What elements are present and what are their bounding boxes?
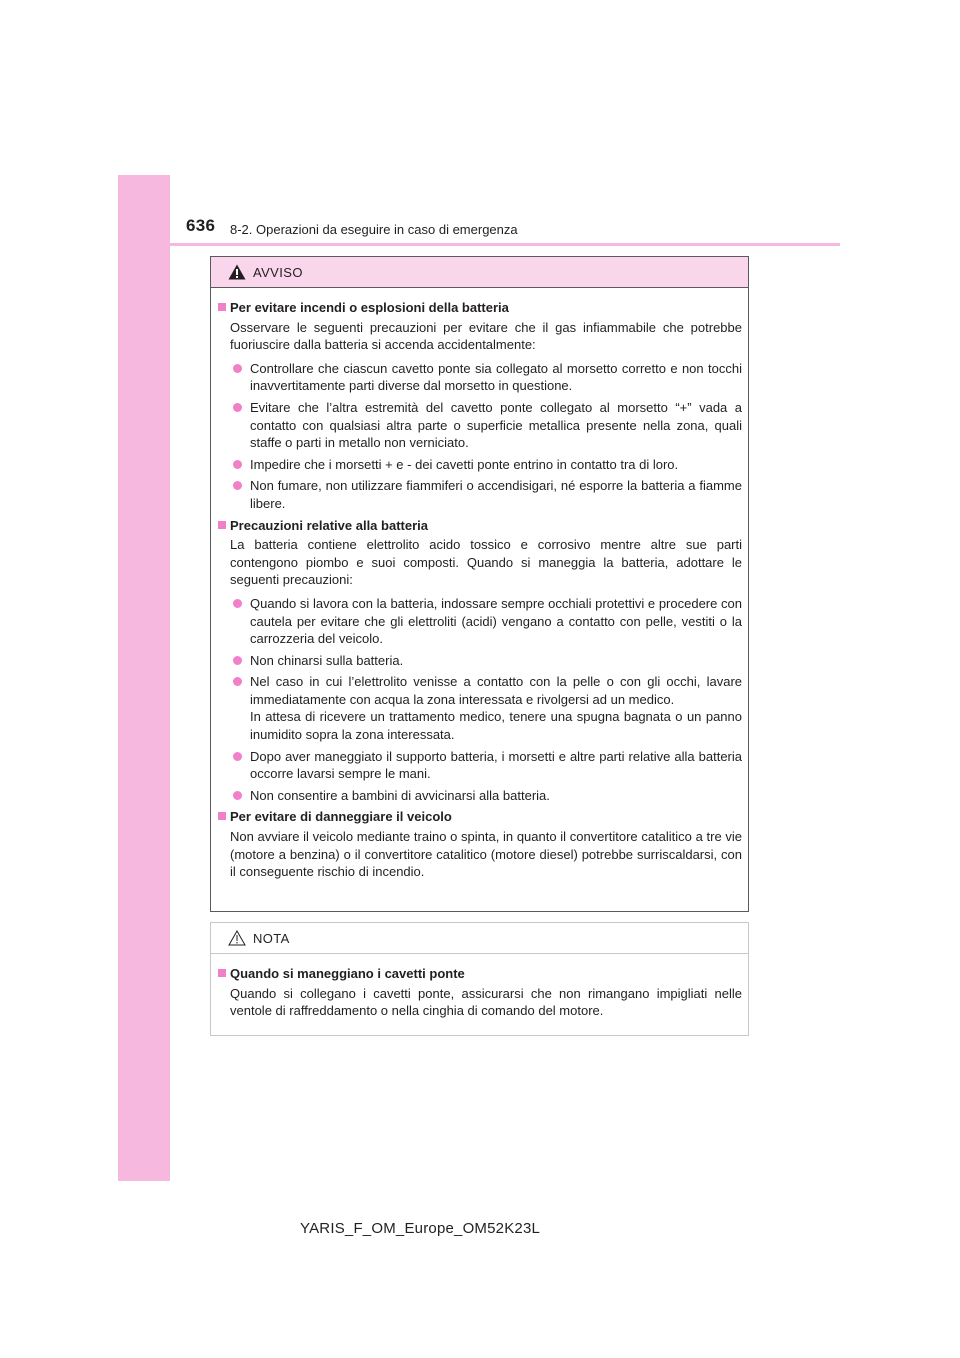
warning-intro-fire: Osservare le seguenti precauzioni per evitare che il gas infiammabile che potrebbe fuoriuscire dalla batteria si accenda accidentalmente:: [230, 319, 742, 353]
notice-body: [211, 954, 748, 1020]
round-bullet-icon: [233, 460, 242, 469]
list-item: Non chinarsi sulla batteria.: [218, 652, 742, 670]
square-bullet-icon: [218, 812, 226, 820]
round-bullet-icon: [233, 656, 242, 665]
list-item: Quando si lavora con la batteria, indossare sempre occhiali protettivi e procedere con cautela per evitare che gli elettroliti (acidi) vengano a contatto con pelle, vestiti o la carrozzeria del veicolo.: [218, 595, 742, 648]
list-item: Dopo aver maneggiato il supporto batteria, i morsetti e altre parti relative alla batteria occorre lavarsi sempre le mani.: [218, 748, 742, 783]
warning-heading-vehicle: Per evitare di danneggiare il veicolo: [218, 808, 742, 826]
warning-heading-battery: Precauzioni relative alla batteria: [218, 517, 742, 535]
warning-label: AVVISO: [253, 265, 303, 280]
notice-triangle-icon: [228, 930, 246, 946]
warning-intro-vehicle: Non avviare il veicolo mediante traino o spinta, in quanto il convertitore catalitico a tre vie (motore a benzina) o il convertitore catalitico (motore diesel) potrebbe surriscaldarsi, con il conseguente rischio di incendio.: [230, 829, 742, 880]
notice-header: [211, 923, 748, 954]
side-band: [118, 175, 170, 1181]
warning-triangle-icon: [228, 264, 246, 280]
square-bullet-icon: [218, 969, 226, 977]
list-item: Controllare che ciascun cavetto ponte sia collegato al morsetto corretto e non tocchi inavvertitamente parti diverse dal morsetto in questione.: [218, 360, 742, 395]
notice-box: [210, 922, 749, 1036]
square-bullet-icon: [218, 521, 226, 529]
warning-intro-battery: La batteria contiene elettrolito acido tossico e corrosivo mentre altre sue parti contengono piombo e suoi composti. Quando si maneggia la batteria, adottare le seguenti precauzioni:: [230, 537, 742, 588]
round-bullet-icon: [233, 481, 242, 490]
round-bullet-icon: [233, 752, 242, 761]
warning-heading-fire: Per evitare incendi o esplosioni della batteria: [218, 299, 742, 317]
warning-header: [211, 257, 748, 288]
square-bullet-icon: [218, 303, 226, 311]
list-item: Impedire che i morsetti + e - dei cavetti ponte entrino in contatto tra di loro.: [218, 456, 742, 474]
round-bullet-icon: [233, 677, 242, 686]
notice-heading: Quando si maneggiano i cavetti ponte: [218, 965, 742, 983]
header-rule: [170, 243, 840, 246]
round-bullet-icon: [233, 364, 242, 373]
section-title: 8-2. Operazioni da eseguire in caso di emergenza: [230, 222, 518, 237]
list-item: Evitare che l’altra estremità del cavetto ponte collegato al morsetto “+” vada a contatto con qualsiasi altra parte o superficie metallica presente nella zona, quali staffe o parti in metallo non verniciato.: [218, 399, 742, 452]
warning-body: [211, 288, 748, 881]
round-bullet-icon: [233, 791, 242, 800]
round-bullet-icon: [233, 403, 242, 412]
page-number: 636: [186, 216, 216, 235]
list-item: Non fumare, non utilizzare fiammiferi o accendisigari, né esporre la batteria a fiamme libere.: [218, 477, 742, 512]
list-item: Non consentire a bambini di avvicinarsi alla batteria.: [218, 787, 742, 805]
footer-code: YARIS_F_OM_Europe_OM52K23L: [300, 1220, 541, 1237]
notice-label: NOTA: [253, 931, 290, 946]
list-item: Nel caso in cui l’elettrolito venisse a contatto con la pelle o con gli occhi, lavare immediatamente con acqua la zona interessata e rivolgersi ad un medico. In attesa di ricevere un trattamento medico, tenere una spugna bagnata o un panno inumidito sopra la zona interessata.: [218, 673, 742, 743]
round-bullet-icon: [233, 599, 242, 608]
notice-text: Quando si collegano i cavetti ponte, assicurarsi che non rimangano impigliati nelle ventole di raffreddamento o nella cinghia di comando del motore.: [230, 985, 742, 1019]
warning-box: [210, 256, 749, 912]
